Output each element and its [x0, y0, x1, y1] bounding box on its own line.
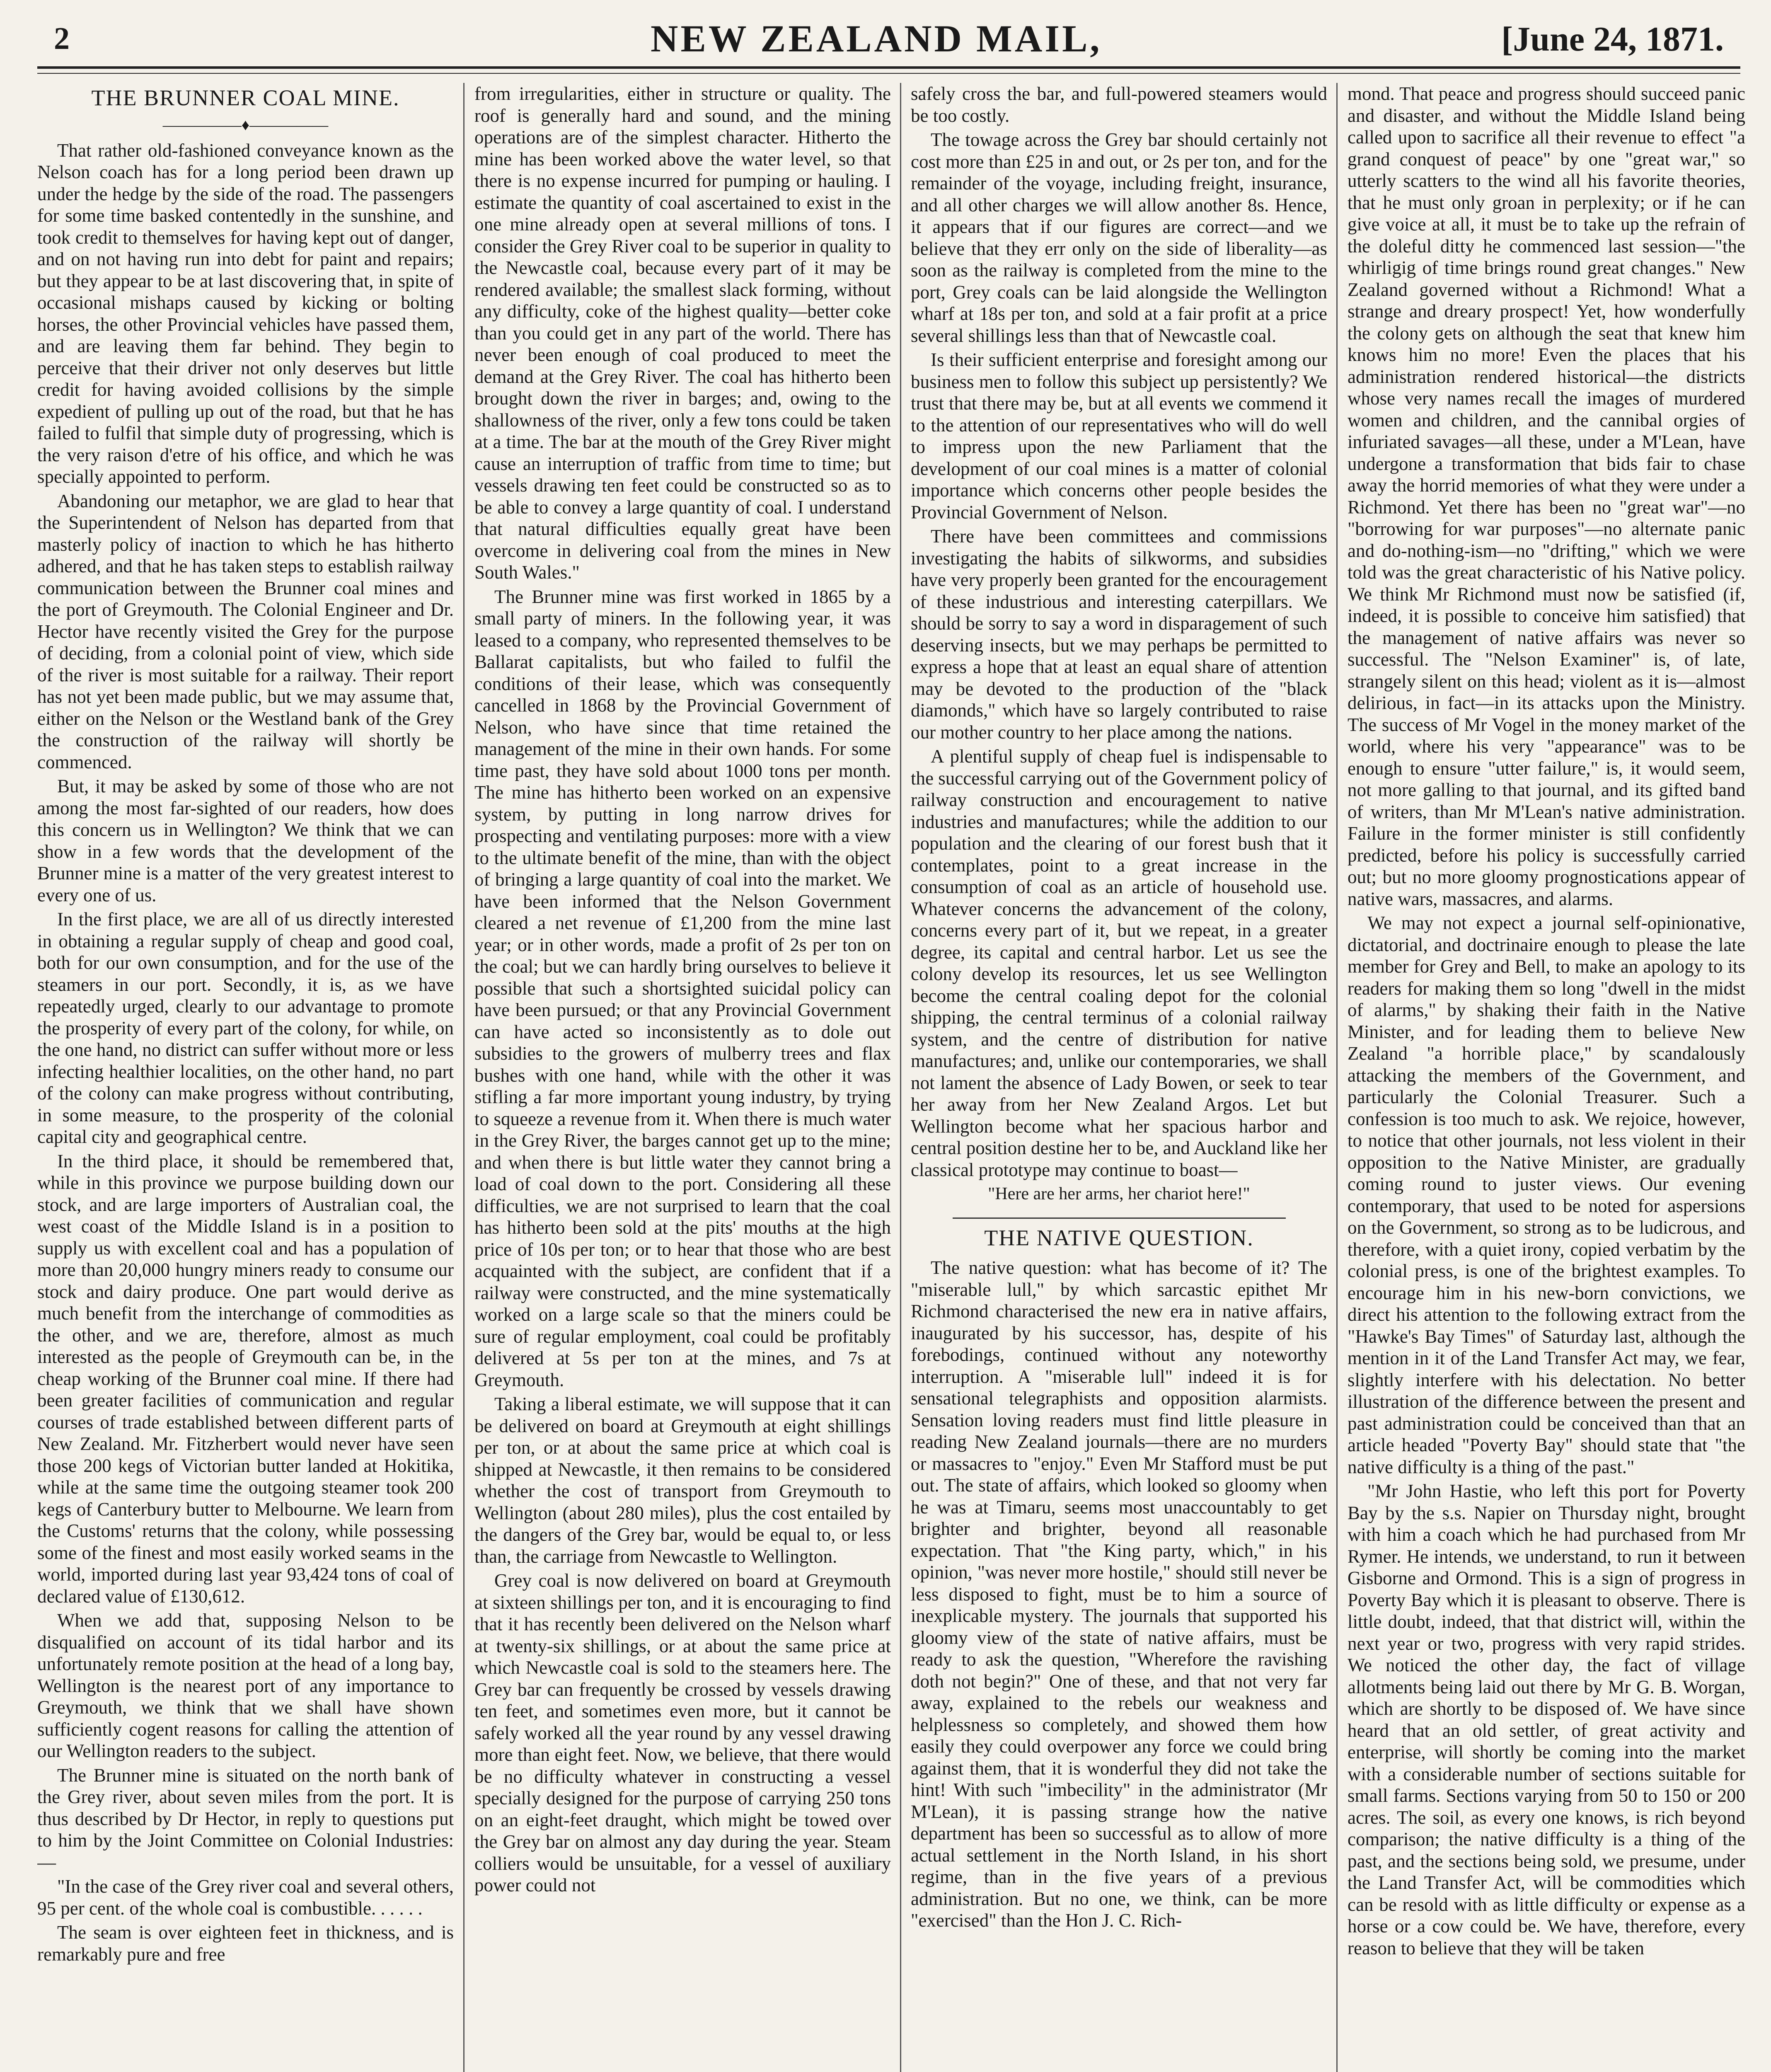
paragraph: Grey coal is now delivered on board at Greymouth at sixteen shillings per ton, and it is encouraging to find that it has recently been delivered on the Nelson wharf at twenty-six shillings, or at about the same price at which Newcastle coal is sold to the steamers here. The Grey bar can frequently be crossed by vessels drawing ten feet, and sometimes even more, but it cannot be safely worked all the year round by any vessel drawing more than eight feet. Now, we believe, that there would be no difficulty whatever in constructing a vessel specially designed for the purpose of carrying 250 tons on an eight-feet draught, which might be towed over the Grey bar on almost any day during the year. Steam colliers would be unsuitable, for a vessel of auxiliary power could not — [474, 1570, 891, 1895]
paragraph: from irregularities, either in structure or quality. The roof is generally hard and sound, and the mining operations are of the simplest character. Hitherto the mine has been worked above the water level, so that there is no expense incurred for pumping or hauling. I estimate the quantity of coal ascertained to exist in the one mine already open at several millions of tons. I consider the Grey River coal to be superior in quality to the Newcastle coal, because every part of it may be rendered available; the smallest slack forming, without any difficulty, coke of the highest quality—better coke than you could get in any part of the world. There has never been enough of coal produced to meet the demand at the Grey River. The coal has hitherto been brought down the river in barges; and, owing to the shallowness of the river, only a few tons could be taken at a time. The bar at the mouth of the Grey River might cause an interruption of traffic from time to time; but vessels drawing ten feet could be constructed so as to be able to convey a large quantity of coal. I understand that natural difficulties equally great have been overcome in delivering coal from the mines in New South Wales." — [474, 83, 891, 583]
column-1 — [37, 83, 454, 2072]
paragraph: safely cross the bar, and full-powered steamers would be too costly. — [911, 83, 1327, 126]
column-divider — [1336, 83, 1338, 2072]
paragraph: When we add that, supposing Nelson to be disqualified on account of its tidal harbor and its unfortunately remote position at the head of a long bay, Wellington is the nearest port of any importance to Greymouth, we think that we shall have shown sufficiently cogent reasons for calling the attention of our Wellington readers to the subject. — [37, 1610, 454, 1761]
masthead-rule — [37, 66, 1740, 74]
paragraph: The native question: what has become of it? The "miserable lull," by which sarcastic epithet Mr Richmond characterised the new era in native affairs, inaugurated by his successor, has, despite of his forebodings, continued without any noteworthy interruption. A "miserable lull" indeed it is for sensational telegraphists and opposition alarmists. Sensation loving readers must find little pleasure in reading New Zealand journals—there are no murders or massacres to "enjoy." Even Mr Stafford must be put out. The state of affairs, which looked so gloomy when he was at Timaru, seems most unaccountably to get brighter and brighter, beyond all reasonable expectation. That "the King party, which," in his opinion, "was never more hostile," should still never be less disposed to fight, must be to him a source of inexplicable mystery. The journals that supported his gloomy view of the state of native affairs, must be ready to ask the question, "Wherefore the ravishing doth not begin?" One of these, and that not very far away, explained to the rebels our weakness and helplessness so completely, and showed them how easily they could overpower any force we could bring against them, that it is wonderful they did not take the hint! With such "imbecility" in the administrator (Mr M'Lean), it is passing strange how the native department has been so successful as to allow of more actual settlement in the North Island, in his short regime, than in the five years of a previous administration. But no one, we think, can be more "exercised" than the Hon J. C. Rich- — [911, 1257, 1327, 1931]
column-2 — [474, 83, 891, 2072]
column-4 — [1348, 83, 1745, 2072]
paragraph: The Brunner mine was first worked in 1865 by a small party of miners. In the following year, it was leased to a company, who represented themselves to be Ballarat capitalists, but who failed to fulfil the conditions of their lease, which was consequently cancelled in 1868 by the Provincial Government of Nelson, who have since that time retained the management of the mine in their own hands. For some time past, they have sold about 1000 tons per month. The mine has hitherto been worked on an expensive system, by putting in long narrow drives for prospecting and ventilating purposes: more with a view to the ultimate benefit of the mine, than with the object of bringing a large quantity of coal into the market. We have been informed that the Nelson Government cleared a net revenue of £1,200 from the mine last year; or in other words, made a profit of 2s per ton on the coal; but we can hardly bring ourselves to believe it possible that such a shortsighted suicidal policy can have been pursued; or that any Provincial Government can have acted so inconsistently as to dole out subsidies to the growers of mulberry trees and flax bushes with one hand, while with the other it was stifling a far more important young industry, by trying to squeeze a revenue from it. When there is much water in the Grey River, the barges cannot get up to the mine; and when there is but little water they cannot bring a load of coal down to the port. Considering all these difficulties, we are not surprised to learn that the coal has hitherto been sold at the pits' mouths at the high price of 10s per ton; or to hear that those who are best acquainted with the subject, are confident that if a railway were constructed, and the mine systematically worked on a large scale so that the miners could be sure of regular employment, coal could be profitably delivered at 5s per ton at the mines, and 7s at Greymouth. — [474, 586, 891, 1390]
paragraph: "In the case of the Grey river coal and several others, 95 per cent. of the whole coal is combustible. . . . . . — [37, 1876, 454, 1919]
column-3 — [911, 83, 1327, 2072]
article-headline-brunner: THE BRUNNER COAL MINE. — [91, 85, 400, 110]
paragraph: A plentiful supply of cheap fuel is indispensable to the successful carrying out of the Government policy of railway construction and encouragement to native industries and manufactures; while the addition to our population and the clearing of our forest bush that it contemplates, point to a great increase in the consumption of coal as an article of household use. Whatever concerns the advancement of the colony, concerns every part of it, but we repeat, in a greater degree, its capital and central harbor. Let us see the colony develop its resources, let us see Wellington become the central coaling depot for the colonial shipping, the central terminus of a colonial railway system, and the centre of distribution for native manufactures; and, unlike our contemporaries, we shall not lament the absence of Lady Bowen, or seek to tear her away from her New Zealand Argos. Let but Wellington become what her spacious harbor and central position destine her to be, and Auckland like her classical prototype may continue to boast— — [911, 746, 1327, 1180]
paragraph: The towage across the Grey bar should certainly not cost more than £25 in and out, or 2s per ton, and for the remainder of the voyage, including freight, insurance, and all other charges we will allow another 8s. Hence, it appears that if our figures are correct—and we believe that they err only on the side of liberality—as soon as the railway is completed from the mine to the port, Grey coals can be laid alongside the Wellington wharf at 18s per ton, and sold at a fair profit at a price several shillings less than that of Newcastle coal. — [911, 129, 1327, 346]
paragraph: In the first place, we are all of us directly interested in obtaining a regular supply of cheap and good coal, both for our own consumption, and for the use of the steamers in our port. Secondly, it is, as we have repeatedly urged, clearly to our advantage to promote the prosperity of every part of the colony, for while, on the one hand, no district can suffer without more or less infecting healthier localities, on the other hand, no part of the colony can make progress without contributing, in some measure, to the prosperity of the colonial capital city and geographical centre. — [37, 909, 454, 1147]
paragraph: mond. That peace and progress should succeed panic and disaster, and without the Middle Island being called upon to sacrifice all their revenue to effect "a grand conquest of peace" by one "great war," so utterly scatters to the wind all his favorite theories, that he must only groan in perplexity; or if he can give voice at all, it must be to take up the refrain of the doleful ditty he commenced last session—"the whirligig of time brings round great changes." New Zealand governed without a Richmond! What a strange and dreary prospect! Yet, how wonderfully the colony gets on although the seat that knew him knows him no more! Even the places that his administration rendered historical—the districts whose very names recall the images of murdered women and children, and the cannibal orgies of infuriated savages—all these, under a M'Lean, have undergone a transformation that bids fair to chase away the horrid memories of what they were under a Richmond. Yet there has been no "great war"—no "borrowing for war purposes"—no alternate panic and do-nothing-ism—no "drifting," which we were told was the great characteristic of his Native policy. We think Mr Richmond must now be satisfied (if, indeed, it is possible to conceive him satisfied) that the management of native affairs was never so successful. The "Nelson Examiner" is, of late, strangely silent on this head; violent as it is—almost delirious, in fact—in its attacks upon the Ministry. The success of Mr Vogel in the money market of the world, where his very "appearance" was to be enough to ensure "utter failure," is, it would seem, not more galling to that journal, and its gifted band of writers, than Mr M'Lean's native administration. Failure in the former minister is still confidently predicted, before his policy is successfully carried out; but no more gloomy prognostications appear of native wars, massacres, and alarms. — [1348, 83, 1745, 909]
article-separator — [953, 1218, 1286, 1219]
column-divider — [463, 83, 465, 2072]
paragraph: That rather old-fashioned conveyance known as the Nelson coach has for a long period been drawn up under the hedge by the side of the road. The passengers for some time basked contentedly in the sunshine, and took credit to themselves for having kept out of danger, and on not having run into debt for paint and repairs; but they appear to be at last discovering that, in spite of occasional mishaps caused by kicking or bolting horses, the other Provincial vehicles have passed them, and are leaving them far behind. They begin to perceive that their driver not only deserves but little credit for having avoided collisions by the simple expedient of pulling up out of the road, but that he has failed to fulfil that simple duty of progressing, which is the very raison d'etre of his office, and which he was specially appointed to perform. — [37, 140, 454, 487]
paragraph: The seam is over eighteen feet in thickness, and is remarkably pure and free — [37, 1922, 454, 1965]
paragraph: There have been committees and commissions investigating the habits of silkworms, and subsidies have very properly been granted for the encouragement of these industrious and interesting caterpillars. We should be sorry to say a word in disparagement of such deserving insects, but we may perhaps be permitted to express a hope that at least an equal share of attention may be devoted to the production of the "black diamonds," which have so largely contributed to raise our mother country to her place among the nations. — [911, 526, 1327, 743]
paragraph: We may not expect a journal self-opinionative, dictatorial, and doctrinaire enough to please the late member for Grey and Bell, to make an apology to its readers for making them so long "dwell in the midst of alarms," by shaking their faith in the Native Minister, and for leading them to believe New Zealand "a horrible place," by scandalously attacking the members of the Government, and particularly the Colonial Treasurer. Such a confession is too much to ask. We rejoice, however, to notice that other journals, not less violent in their opposition to the Native Minister, are gradually coming round to juster views. Our evening contemporary, that used to be noted for aspersions on the Government, so strong as to be ludicrous, and therefore, with a quiet irony, copied verbatim by the colonial press, is one of the brightest examples. To encourage him in his new-born convictions, we direct his attention to the following extract from the "Hawke's Bay Times" of Saturday last, although the mention in it of the Land Transfer Act may, we fear, slightly interfere with his delectation. No better illustration of the difference between the present and past administration could be conceived than that an article headed "Poverty Bay" should state that "the native difficulty is a thing of the past." — [1348, 913, 1745, 1477]
paragraph: Is their sufficient enterprise and foresight among our business men to follow this subject up persistently? We trust that there may be, but at all events we commend it to the attention of our representatives who will do well to impress upon the new Parliament that the development of our coal mines is a matter of colonial importance which concerns other people besides the Provincial Government of Nelson. — [911, 349, 1327, 523]
paragraph: "Mr John Hastie, who left this port for Poverty Bay by the s.s. Napier on Thursday night, brought with him a coach which he had purchased from Mr Rymer. He intends, we understand, to run it between Gisborne and Ormond. This is a sign of progress in Poverty Bay which it is pleasant to observe. There is little doubt, indeed, that that district will, within the next year or two, progress with very rapid strides. We noticed the other day, the fact of village allotments being laid out there by Mr G. B. Worgan, which are shortly to be disposed of. We have since heard that an old settler, of great activity and enterprise, will shortly be coming into the market with a considerable number of sections suitable for small farms. Sections varying from 50 to 150 or 200 acres. The soil, as every one knows, is rich beyond comparison; the native difficulty is a thing of the past, and the sections being sold, we presume, under the Land Transfer Act, will be commodities which can be resold with as little difficulty or expense as a horse or a cow could be. We have, therefore, every reason to believe that they will be taken — [1348, 1481, 1745, 1958]
quotation: "Here are her arms, her chariot here!" — [988, 1184, 1250, 1203]
paragraph: Abandoning our metaphor, we are glad to hear that the Superintendent of Nelson has departed from that masterly policy of inaction to which he has hitherto adhered, and that he has taken steps to establish railway communication between the Brunner coal mines and the port of Greymouth. The Colonial Engineer and Dr. Hector have recently visited the Grey for the purpose of deciding, from a colonial point of view, which side of the river is most suitable for a railway. Their report has not yet been made public, but we may assume that, either on the Nelson or the Westland bank of the Grey the construction of the railway will shortly be commenced. — [37, 490, 454, 772]
issue-date: [June 24, 1871. — [1501, 20, 1724, 58]
headline-ornament: ―――――♦――――― — [162, 116, 329, 134]
page-number: 2 — [54, 21, 70, 56]
article-headline-native-question: THE NATIVE QUESTION. — [984, 1225, 1254, 1250]
paragraph: Taking a liberal estimate, we will suppose that it can be delivered on board at Greymouth at eight shillings per ton, or at about the same price at which coal is shipped at Newcastle, it then remains to be considered whether the cost of transport from Greymouth to Wellington (about 280 miles), plus the cost entailed by the dangers of the Grey bar, would be equal to, or less than, the carriage from Newcastle to Wellington. — [474, 1394, 891, 1567]
newspaper-title: NEW ZEALAND MAIL, — [651, 17, 1102, 60]
paragraph: But, it may be asked by some of those who are not among the most far-sighted of our readers, how does this concern us in Wellington? We think that we can show in a few words that the development of the Brunner mine is a matter of the very greatest interest to every one of us. — [37, 776, 454, 905]
paragraph: The Brunner mine is situated on the north bank of the Grey river, about seven miles from the port. It is thus described by Dr Hector, in reply to questions put to him by the Joint Committee on Colonial Industries:— — [37, 1765, 454, 1873]
column-divider — [900, 83, 901, 2072]
paragraph: In the third place, it should be remembered that, while in this province we purpose building down our stock, and are large importers of Australian coal, the west coast of the Middle Island is in a position to supply us with excellent coal and has a population of more than 20,000 hungry miners ready to consume our stock and dairy produce. One part would derive as much benefit from the interchange of commodities as the other, and we are, therefore, almost as much interested as the people of Greymouth can be, in the cheap working of the Brunner coal mine. If there had been greater facilities of communication and regular courses of trade established between different parts of New Zealand. Mr. Fitzherbert would never have seen those 200 kegs of Victorian butter landed at Hokitika, while at the same time the outgoing steamer took 200 kegs of Canterbury butter to Melbourne. We learn from the Customs' returns that the colony, while possessing some of the finest and most easily worked seams in the world, imported during last year 93,424 tons of coal of declared value of £130,612. — [37, 1150, 454, 1607]
masthead — [37, 17, 1740, 60]
